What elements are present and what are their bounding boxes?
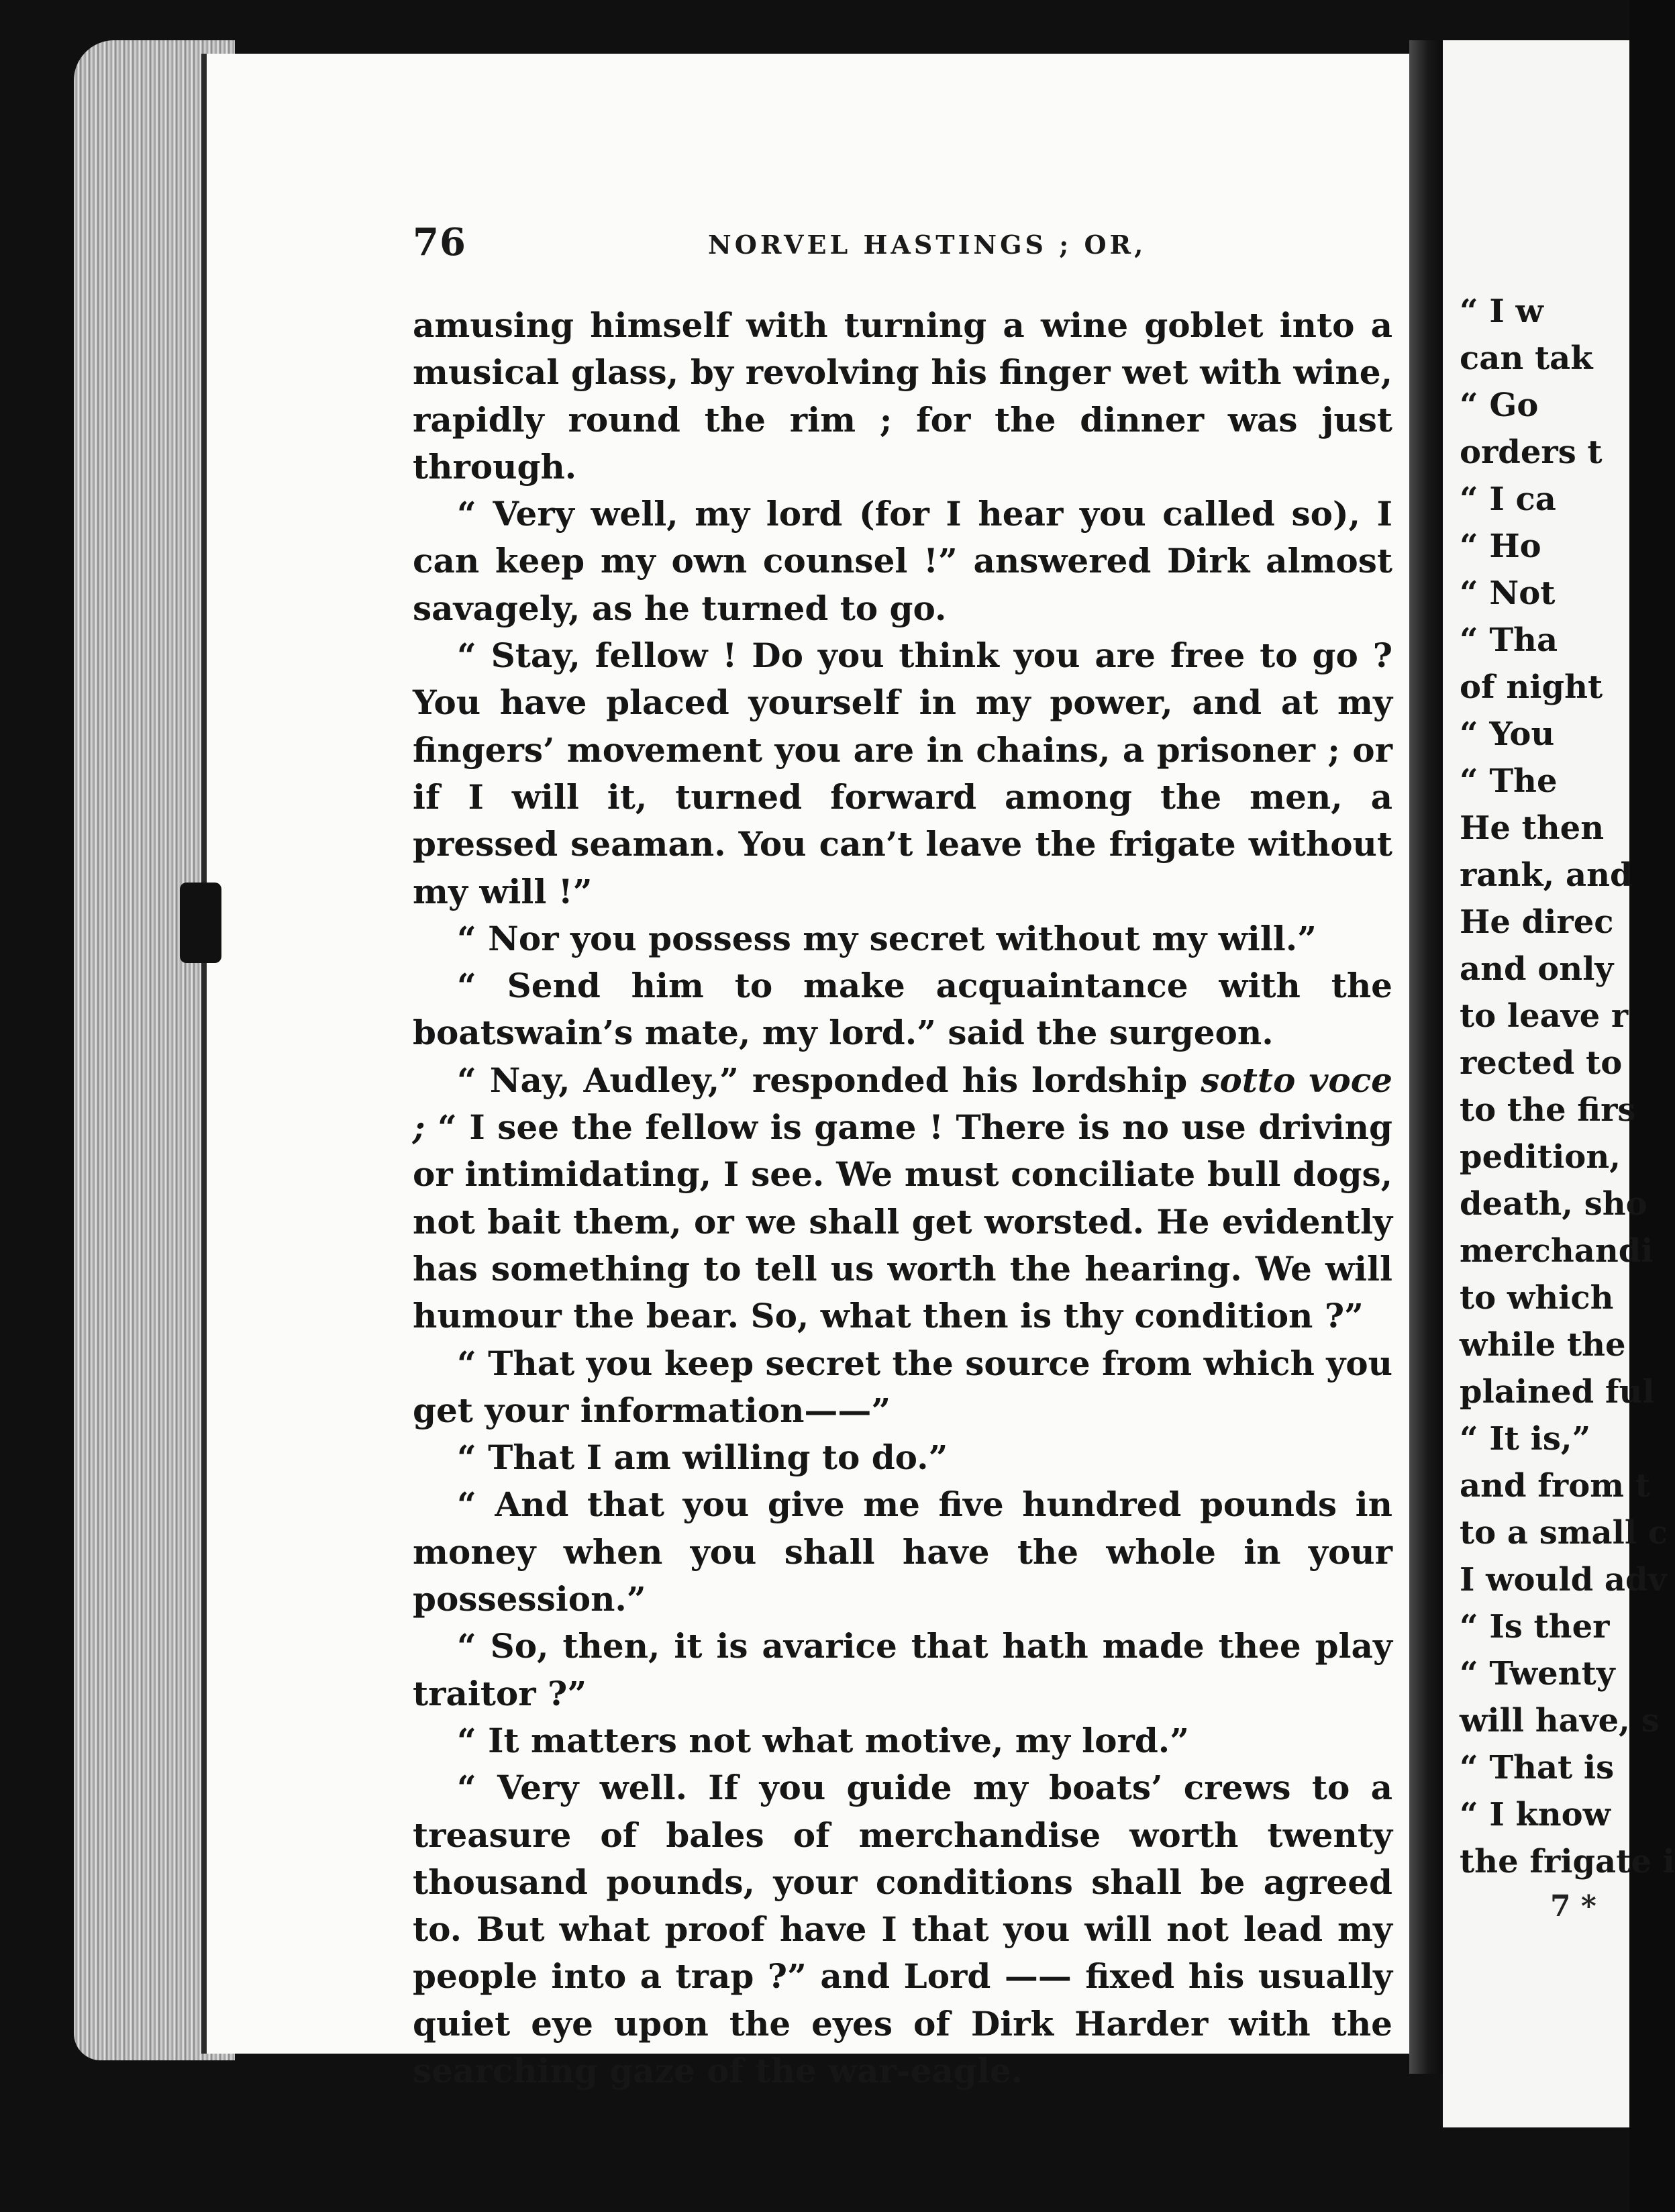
paragraph: “ Very well. If you guide my boats’ crews to a treasure of bales of merchandise worth twenty thousand pounds, your conditions shall be agreed to. But what proof have I that you will not lead my people into a trap ?” and Lord —— fixed his usually quiet eye upon the eyes of Dirk Harder with the searching gaze of the war-eagle. [413,1768,1392,2091]
paragraph: “ That I am willing to do.” [457,1438,948,1478]
paragraph: “ Nor you possess my secret without my will.” [457,918,1317,958]
paragraph: “ Send him to make acquaintance with the boatswain’s mate, my lord.” said the surgeon. [413,966,1392,1053]
page-body [413,302,1392,2095]
right-line: and from t [1460,1467,1650,1505]
right-line: rected to [1460,1044,1623,1082]
paragraph: “ Very well, my lord (for I hear you called so), I can keep my own counsel !” answered Dirk almost savagely, as he turned to go. [413,494,1392,628]
running-head: NORVEL HASTINGS ; OR, [708,230,1147,260]
right-line: rank, and [1460,856,1633,894]
right-line: plained ful [1460,1373,1655,1411]
page-clip [180,883,221,963]
right-line: to leave r [1460,997,1629,1035]
right-line: orders t [1460,434,1603,471]
paragraph: “ And that you give me five hundred pounds in money when you shall have the whole in your possession.” [413,1485,1392,1619]
right-line: He then [1460,809,1605,847]
right-line: “ I ca [1460,481,1556,518]
right-line: while the [1460,1326,1626,1364]
right-line: “ Is ther [1460,1608,1610,1646]
page-header [413,220,1406,274]
right-line: pedition, [1460,1138,1621,1176]
paragraph-text: “ I see the fellow is game ! There is no use driving or intimidating, I see. We must conciliate bull dogs, not bait them, or we shall get worsted. He evidently has something to tell us worth the hearing. We will humour the bear. So, what then is thy condition ?” [413,1107,1392,1336]
right-line: “ You [1460,715,1555,753]
right-line: “ Not [1460,574,1556,612]
paragraph: amusing himself with turning a wine goblet into a musical glass, by revolving his finger wet with wine, rapidly round the rim ; for the dinner was just through. [413,305,1392,487]
page-number: 76 [413,220,466,264]
paragraph: “ It matters not what motive, my lord.” [457,1720,1189,1760]
paragraph: “ That you keep secret the source from which you get your information——” [413,1343,1392,1430]
paragraph: “ So, then, it is avarice that hath made thee play traitor ?” [413,1626,1392,1713]
right-line: “ Ho [1460,527,1541,565]
right-line: He direc [1460,903,1614,941]
right-line: to which [1460,1279,1614,1317]
right-line: can tak [1460,340,1593,377]
right-line: of night [1460,668,1603,706]
right-line: “ The [1460,762,1558,800]
right-line: “ I know [1460,1796,1611,1833]
right-line: the frigate i [1460,1843,1675,1880]
right-line: and only [1460,950,1614,988]
italic-phrase: sotto voce ; [413,1060,1392,1148]
paragraph [413,1057,1392,1340]
right-line: “ Go [1460,387,1539,424]
paragraph-text: “ Nay, Audley,” responded his lordship [457,1060,1188,1100]
right-line: to the firs [1460,1091,1636,1129]
paragraph: “ Stay, fellow ! Do you think you are free to go ? You have placed yourself in my power, and at my fingers’ movement you are in chains, a prisoner ; or if I will it, turned forward among the men, a pressed seaman. You can’t leave the frigate without my will !” [413,636,1392,911]
right-line: to a small c [1460,1514,1668,1552]
right-line: “ Twenty [1460,1655,1615,1693]
right-line: “ I w [1460,293,1543,330]
right-page-folio: 7 * [1550,1889,1596,1923]
right-line: “ It is,” [1460,1420,1591,1458]
right-line: death, sho [1460,1185,1647,1223]
right-line: “ That is [1460,1749,1615,1787]
right-line: merchandi [1460,1232,1654,1270]
right-line: will have, s [1460,1702,1660,1740]
right-line: I would adv [1460,1561,1667,1599]
right-line: “ Tha [1460,621,1558,659]
